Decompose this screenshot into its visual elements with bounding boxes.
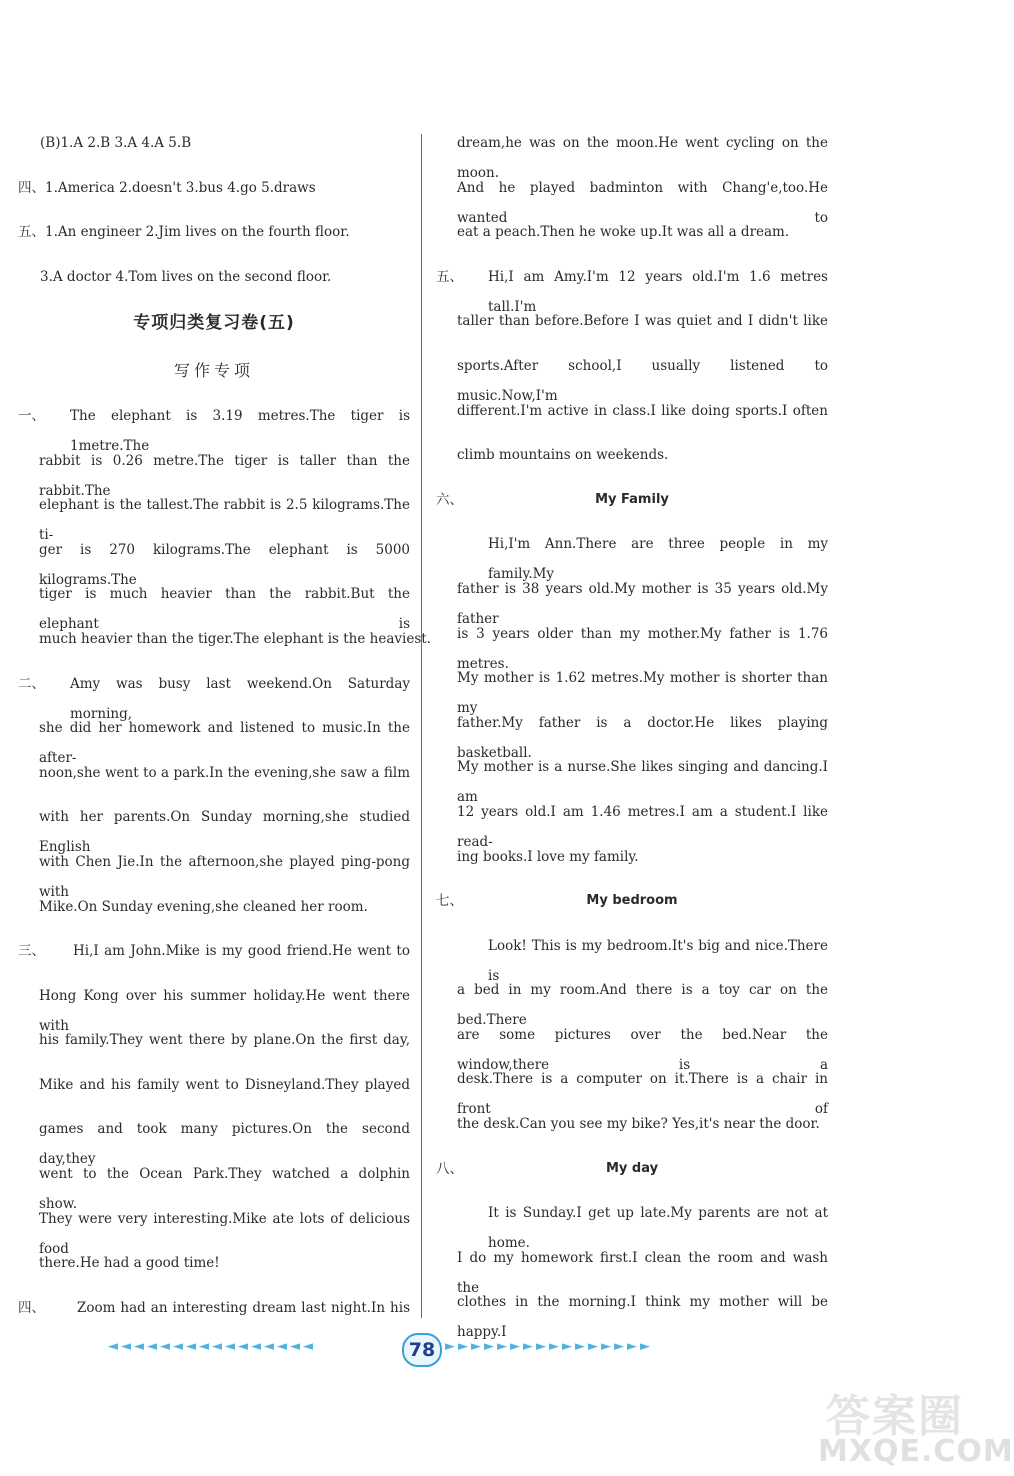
essay-line: there.He had a good time! [39, 1255, 220, 1272]
essay-line: My mother is a nurse.She likes singing and dancing.I am [457, 759, 828, 806]
essay-line: elephant is the tallest.The rabbit is 2.5 kilograms.The ti- [39, 497, 410, 544]
essay-line: Mike and his family went to Disneyland.They played [39, 1076, 410, 1093]
essay-number: 五、 [436, 268, 463, 285]
left-arrows-icon: ◄◄◄◄◄◄◄◄◄◄◄◄◄◄◄◄ [108, 1339, 316, 1354]
section-title: 专项归类复习卷(五) [133, 313, 295, 334]
essay-line: And he played badminton with Chang'e,too.He wanted to [457, 179, 828, 226]
watermark-text: 答案圈 [826, 1391, 964, 1442]
essay-line: 五、 Hi,I am Amy.I'm 12 years old.I'm 1.6 metres tall.I'm [436, 262, 828, 307]
essay-line: a bed in my room.And there is a toy car on the bed.There [457, 982, 828, 1029]
essay-number: 四、 [18, 1299, 45, 1316]
essay-line: ing books.I love my family. [457, 848, 639, 865]
essay-line: rabbit is 0.26 metre.The tiger is taller than the rabbit.The [39, 452, 410, 499]
essay-6 [436, 485, 828, 886]
essay-line: taller than before.Before I was quiet and I didn't like [457, 313, 828, 330]
essay-line: tiger is much heavier than the rabbit.But the elephant is [39, 586, 410, 633]
essay-1 [18, 401, 431, 669]
essay-heading [436, 1154, 828, 1199]
column-divider [421, 134, 422, 1318]
essay-line: eat a peach.Then he woke up.It was all a dream. [457, 224, 790, 241]
essay-line: different.I'm active in class.I like doing sports.I often [457, 402, 828, 419]
essay-line: I do my homework first.I clean the room and wash the [457, 1249, 828, 1296]
watermark-logo [818, 1380, 1014, 1472]
essay-line: They were very interesting.Mike ate lots of delicious food [39, 1210, 410, 1257]
essay-line: games and took many pictures.On the second day,they [39, 1121, 410, 1168]
essay-line: 一、 The elephant is 3.19 metres.The tiger is 1metre.The [18, 401, 410, 446]
essay-line: 二、 Amy was busy last weekend.On Saturday morning, [18, 669, 410, 714]
right-arrows-icon: ►►►►►►►►►►►►►►►► [445, 1339, 653, 1354]
page-footer [100, 1333, 740, 1367]
essay-line: Hong Kong over his summer holiday.He went there with [39, 987, 410, 1034]
essay-number: 三、 [18, 943, 45, 960]
essay-line: his family.They went there by plane.On the first day, [39, 1032, 410, 1049]
essay-number: 八、 [436, 1160, 463, 1177]
essay-line: are some pictures over the bed.Near the window,there is a [457, 1026, 828, 1073]
essay-line: 三、 Hi,I am John.Mike is my good friend.He went to [18, 936, 410, 981]
essay-line: with Chen Jie.In the afternoon,she played ping-pong with [39, 853, 410, 900]
essay-3 [18, 936, 410, 1293]
essay-line: It is Sunday.I get up late.My parents are not at home. [488, 1205, 828, 1252]
essay-line: noon,she went to a park.In the evening,she saw a film [39, 764, 410, 781]
essay-line: 四、 Zoom had an interesting dream last night.In his [18, 1293, 410, 1338]
essay-line: clothes in the morning.I think my mother will be happy.I [457, 1294, 828, 1341]
essay-line: much heavier than the tiger.The elephant is the heaviest. [39, 630, 431, 647]
answer-line: 五、1.An engineer 2.Jim lives on the fourth floor. [18, 224, 350, 241]
essay-line: climb mountains on weekends. [457, 447, 669, 464]
essay-line: desk.There is a computer on it.There is a chair in front of [457, 1071, 828, 1118]
essay-number: 七、 [436, 893, 463, 910]
essay-title: My bedroom [586, 893, 678, 909]
essay-line: with her parents.On Sunday morning,she studied English [39, 809, 410, 856]
essay-line: is 3 years older than my mother.My father is 1.76 metres. [457, 625, 828, 672]
essay-line: father is 38 years old.My mother is 35 years old.My father [457, 580, 828, 627]
essay-title: My day [605, 1160, 659, 1176]
essay-8 [436, 1154, 828, 1341]
essay-7 [436, 886, 828, 1154]
essay-title: My Family [595, 491, 669, 507]
essay-4 [18, 1293, 410, 1338]
right-column [436, 128, 828, 1341]
essay-line: Mike.On Sunday evening,she cleaned her room. [39, 898, 368, 915]
essay-line: 12 years old.I am 1.46 metres.I am a student.I like read- [457, 803, 828, 850]
essay-2 [18, 669, 410, 937]
essay-line: sports.After school,I usually listened to music.Now,I'm [457, 357, 828, 404]
essay-line: she did her homework and listened to music.In the after- [39, 720, 410, 767]
section-subtitle: 写作专项 [173, 360, 254, 380]
page-number: 78 [402, 1333, 442, 1367]
essay-line: dream,he was on the moon.He went cycling on the moon. [457, 135, 828, 181]
essay-line: My mother is 1.62 metres.My mother is shorter than my [457, 670, 828, 717]
essay-line: went to the Ocean Park.They watched a dolphin show. [39, 1166, 410, 1213]
essay-line: the desk.Can you see my bike? Yes,it's near the door. [457, 1116, 820, 1133]
essay-5 [436, 262, 828, 485]
essay-heading [436, 485, 828, 530]
essay-heading [436, 886, 828, 931]
essay-line: Look! This is my bedroom.It's big and nice.There is [488, 937, 828, 984]
answer-line: (B)1.A 2.B 3.A 4.A 5.B [40, 135, 192, 151]
essay-number: 六、 [436, 491, 463, 508]
answer-line: 四、1.America 2.doesn't 3.bus 4.go 5.draws [18, 179, 316, 196]
essay-line: Hi,I'm Ann.There are three people in my family.My [488, 536, 828, 583]
essay-line: father.My father is a doctor.He likes playing basketball. [457, 714, 828, 761]
essay-line: ger is 270 kilograms.The elephant is 5000 kilograms.The [39, 541, 410, 588]
left-column [18, 128, 431, 1337]
answer-line: 3.A doctor 4.Tom lives on the second floor. [40, 268, 332, 285]
essay-number: 二、 [18, 675, 45, 692]
watermark-url: MXQE.COM [818, 1434, 1014, 1469]
essay-number: 一、 [18, 407, 45, 424]
